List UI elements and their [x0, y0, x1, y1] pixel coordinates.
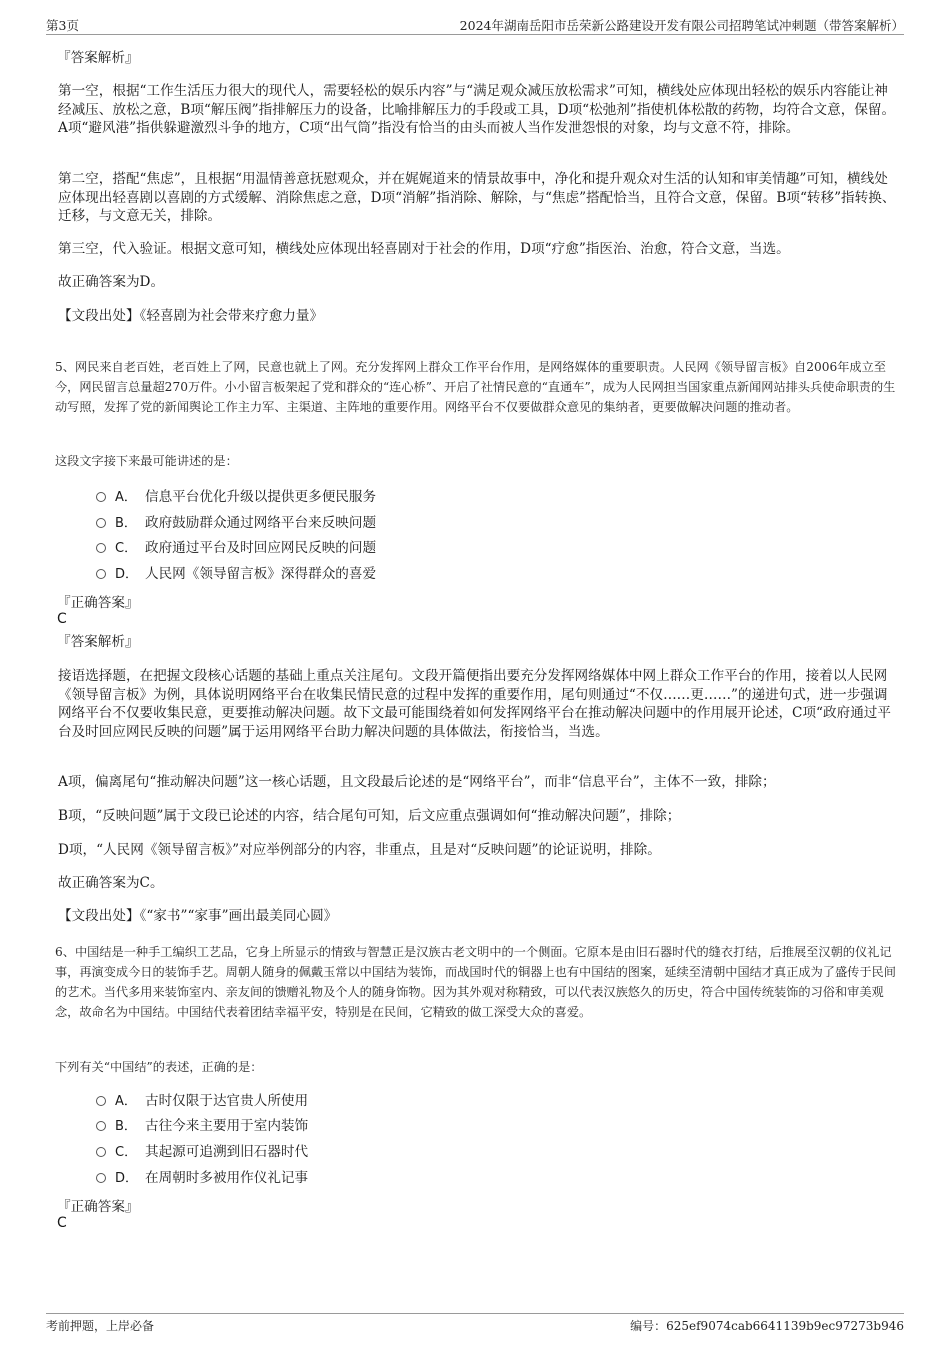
- option-text: 政府通过平台及时回应网民反映的问题: [145, 540, 377, 556]
- radio-icon[interactable]: [96, 1096, 106, 1106]
- q4-analysis-paragraph-1: 第一空，根据“工作生活压力很大的现代人，需要轻松的娱乐内容”与“满足观众减压放松需求”可知，横线处应体现出轻松的娱乐内容能让神经减压、放松之意，B项“解压阀”指排解压力的设备，比喻排解压力的手段或工具，D项“松弛剂”指使机体松散的药物，均符合文意，保留。A项“避风港”指供躲避激烈斗争的地方，C项“出气筒”指没有恰当的由头而被人当作发泄怨恨的对象，均与文意不符，排除。: [58, 83, 896, 136]
- option-key: B．: [115, 516, 137, 531]
- q5-analysis-paragraph-1: 接语选择题，在把握文段核心话题的基础上重点关注尾句。文段开篇便指出要充分发挥网络媒体中网上群众工作平台的作用，接着以人民网《领导留言板》为例，具体说明网络平台在收集民情民意的过程中发挥的重要作用，尾句则通过“不仅……更……”的递进句式，进一步强调网络平台不仅要收集民意，更要推动解决问题。故下文最可能围绕着如何发挥网络平台在推动解决问题中的作用展开论述，C项“政府通过平台及时回应网民反映的问题”属于运用网络平台助力解决问题的具体做法，衔接恰当，当选。: [58, 668, 891, 740]
- q5-question: 这段文字接下来最可能讲述的是：: [55, 454, 238, 468]
- q5-source: 【文段出处】《“家书”“家事”画出最美同心圆》: [58, 908, 338, 924]
- q4-source: 【文段出处】《轻喜剧为社会带来疗愈力量》: [58, 308, 324, 324]
- radio-icon[interactable]: [96, 1173, 106, 1183]
- q6-stem: 6、中国结是一种手工编织工艺品，它身上所显示的情致与智慧正是汉族古老文明中的一个侧面。它原本是由旧石器时代的缝衣打结，后推展至汉朝的仪礼记事，再演变成今日的装饰手艺。周朝人随身的佩戴玉常以中国结为装饰，而战国时代的铜器上也有中国结的图案，延续至清朝中国结才真正成为了盛传于民间的艺术。当代多用来装饰室内、亲友间的馈赠礼物及个人的随身饰物。因为其外观对称精致，可以代表汉族悠久的历史，符合中国传统装饰的习俗和审美观念，故命名为中国结。中国结代表着团结幸福平安，特别是在民间，它精致的做工深受大众的喜爱。: [55, 945, 896, 1019]
- q4-analysis-paragraph-2: 第二空，搭配“焦虑”，且根据“用温情善意抚慰观众，并在娓娓道来的情景故事中，净化和提升观众对生活的认知和审美情趣”可知，横线处应体现出轻喜剧以喜剧的方式缓解、消除焦虑之意，D项“消解”指消除、解除，与“焦虑”搭配恰当，且符合文意，保留。B项“转移”指转换、迁移，与文意无关，排除。: [58, 171, 896, 224]
- q6-correct-answer: C: [57, 1215, 67, 1231]
- q5-correct-answer: C: [57, 611, 67, 627]
- option-text: 政府鼓励群众通过网络平台来反映问题: [145, 515, 377, 531]
- radio-icon[interactable]: [96, 1121, 106, 1131]
- page-footer: [46, 1313, 904, 1338]
- option-key: B．: [115, 1119, 137, 1134]
- q5-stem: 5、网民来自老百姓，老百姓上了网，民意也就上了网。充分发挥网上群众工作平台作用，是网络媒体的重要职责。人民网《领导留言板》自2006年成立至今，网民留言总量超270万件。小小留言板架起了党和群众的“连心桥”、开启了社情民意的“直通车”，成为人民网担当国家重点新闻网站排头兵使命职责的生动写照，发挥了党的新闻舆论工作主力军、主渠道、主阵地的重要作用。网络平台不仅要做群众意见的集纳者，更要做解决问题的推动者。: [55, 360, 896, 414]
- q5-analysis-paragraph-4: D项，“人民网《领导留言板》”对应举例部分的内容，非重点，且是对“反映问题”的论证说明，排除。: [58, 842, 661, 858]
- radio-icon[interactable]: [96, 518, 106, 528]
- footer-slogan: 考前押题，上岸必备: [46, 1319, 155, 1333]
- q5-option-a[interactable]: [96, 487, 376, 507]
- q6-option-d[interactable]: [96, 1168, 308, 1188]
- option-key: C．: [115, 1145, 138, 1160]
- option-text: 古时仅限于达官贵人所使用: [145, 1093, 309, 1109]
- option-text: 其起源可追溯到旧石器时代: [145, 1144, 309, 1160]
- option-text: 信息平台优化升级以提供更多便民服务: [145, 489, 377, 505]
- option-key: D．: [115, 1171, 139, 1186]
- document-title: 2024年湖南岳阳市岳荣新公路建设开发有限公司招聘笔试冲刺题（带答案解析）: [459, 18, 904, 33]
- option-key: C．: [115, 541, 138, 556]
- option-key: A．: [115, 490, 137, 505]
- page-header: [46, 14, 904, 35]
- q5-option-d[interactable]: [96, 564, 376, 584]
- radio-icon[interactable]: [96, 1147, 106, 1157]
- q6-option-a[interactable]: [96, 1091, 308, 1111]
- option-key: A．: [115, 1094, 137, 1109]
- q6-correct-label: 『正确答案』: [57, 1199, 139, 1215]
- q5-analysis-paragraph-2: A项，偏离尾句“推动解决问题”这一核心话题，且文段最后论述的是“网络平台”，而非“信息平台”，主体不一致，排除；: [58, 774, 776, 790]
- radio-icon[interactable]: [96, 492, 106, 502]
- q4-analysis-label: 『答案解析』: [57, 50, 139, 66]
- option-text: 人民网《领导留言板》深得群众的喜爱: [145, 566, 377, 582]
- q5-correct-label: 『正确答案』: [57, 595, 139, 611]
- radio-icon[interactable]: [96, 569, 106, 579]
- q5-analysis-label: 『答案解析』: [57, 634, 139, 650]
- q4-conclusion: 故正确答案为D。: [58, 274, 165, 290]
- page-number: 第3页: [46, 18, 79, 33]
- document-id: 编号：625ef9074cab6641139b9ec97273b946: [630, 1319, 904, 1333]
- radio-icon[interactable]: [96, 543, 106, 553]
- option-text: 在周朝时多被用作仪礼记事: [145, 1170, 309, 1186]
- q6-option-b[interactable]: [96, 1116, 308, 1136]
- q5-option-b[interactable]: [96, 513, 376, 533]
- q5-option-c[interactable]: [96, 538, 376, 558]
- q5-analysis-paragraph-3: B项，“反映问题”属于文段已论述的内容，结合尾句可知，后文应重点强调如何“推动解决问题”，排除；: [58, 808, 681, 824]
- q4-analysis-paragraph-3: 第三空，代入验证。根据文意可知，横线处应体现出轻喜剧对于社会的作用，D项“疗愈”指医治、治愈，符合文意，当选。: [58, 241, 790, 257]
- option-text: 古往今来主要用于室内装饰: [145, 1118, 309, 1134]
- q5-conclusion: 故正确答案为C。: [58, 875, 164, 891]
- q6-option-c[interactable]: [96, 1142, 308, 1162]
- q6-question: 下列有关“中国结”的表述，正确的是：: [55, 1060, 263, 1074]
- option-key: D．: [115, 567, 139, 582]
